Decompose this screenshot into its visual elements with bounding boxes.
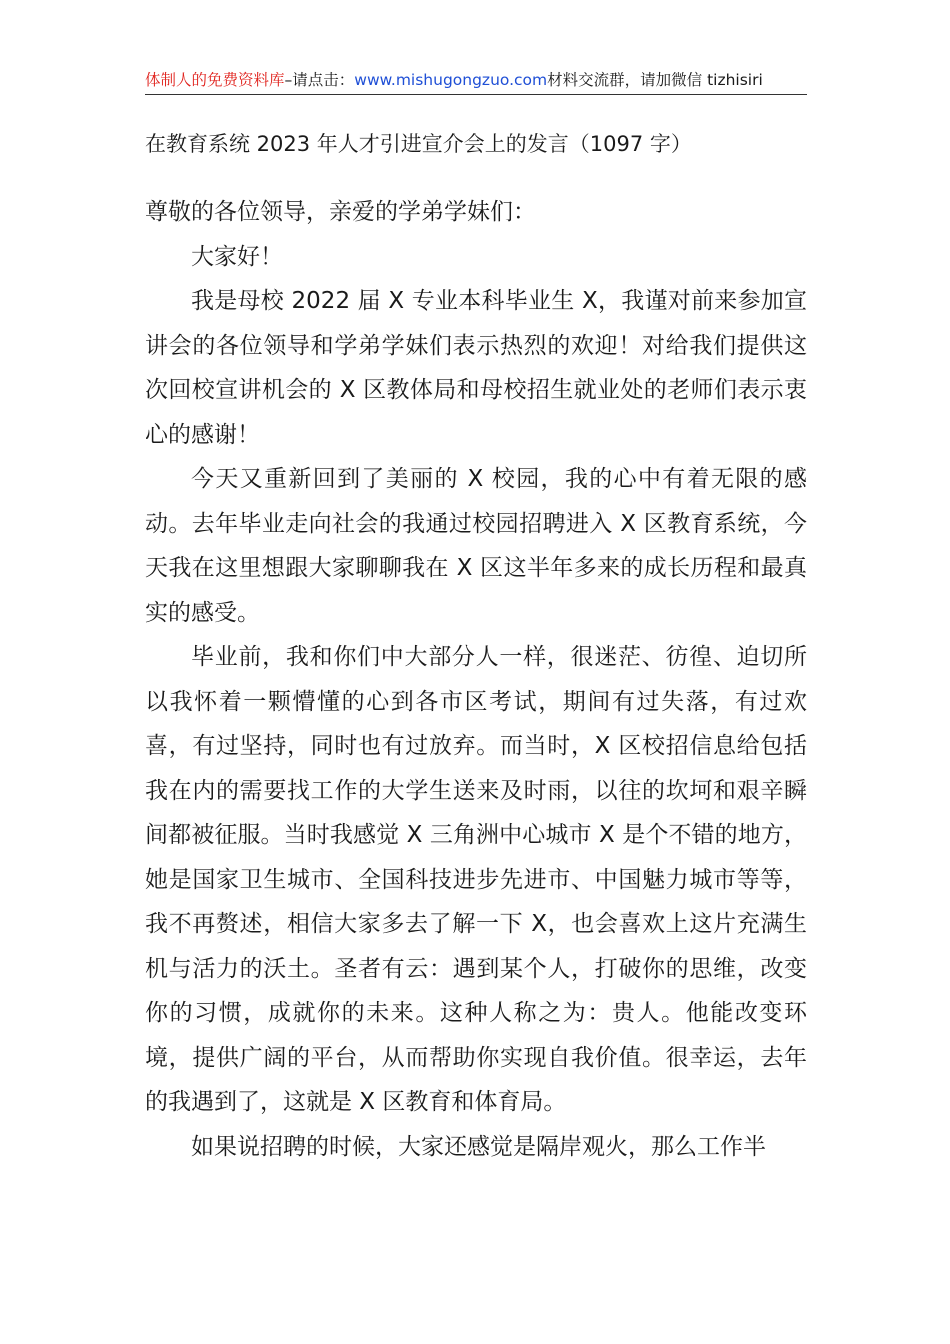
header-prompt-text: –请点击： bbox=[284, 71, 355, 89]
paragraph: 大家好！ bbox=[191, 243, 283, 270]
document-title: 在教育系统 2023 年人才引进宣介会上的发言（1097 字） bbox=[145, 132, 692, 156]
header-contact-text: 材料交流群，请加微信 tizhisiri bbox=[547, 71, 763, 89]
paragraph: 如果说招聘的时候，大家还感觉是隔岸观火，那么工作半 bbox=[191, 1133, 766, 1160]
header-divider bbox=[145, 94, 807, 95]
paragraph: 今天又重新回到了美丽的 X 校园，我的心中有着无限的感动。去年毕业走向社会的我通过校园招聘进入 X 区教育系统，今天我在这里想跟大家聊聊我在 X 区这半年多来的成长历程和最真实的感受。 bbox=[145, 466, 807, 626]
paragraph: 毕业前，我和你们中大部分人一样，很迷茫、彷徨、迫切所以我怀着一颗懵懂的心到各市区考试，期间有过失落，有过欢喜，有过坚持，同时也有过放弃。而当时，X 区校招信息给包括我在内的需要找工作的大学生送来及时雨，以往的坎坷和艰辛瞬间都被征服。当时我感觉 X 三角洲中心城市 X 是个不错的地方，她是国家卫生城市、全国科技进步先进市、中国魅力城市等等，我不再赘述，相信大家多去了解一下 X，也会喜欢上这片充满生机与活力的沃土。圣者有云：遇到某个人，打破你的思维，改变你的习惯，成就你的未来。这种人称之为：贵人。他能改变环境，提供广阔的平台，从而帮助你实现自我价值。很幸运，去年的我遇到了，这就是 X 区教育和体育局。 bbox=[145, 644, 807, 1115]
header-url-link[interactable]: www.mishugongzuo.com bbox=[354, 71, 548, 89]
document-body bbox=[145, 190, 807, 1169]
header-brand-text: 体制人的免费资料库 bbox=[145, 71, 285, 89]
salutation: 尊敬的各位领导，亲爱的学弟学妹们： bbox=[145, 199, 536, 225]
page-header bbox=[145, 68, 807, 92]
paragraph: 我是母校 2022 届 X 专业本科毕业生 X，我谨对前来参加宣讲会的各位领导和学弟学妹们表示热烈的欢迎！对给我们提供这次回校宣讲机会的 X 区教体局和母校招生就业处的老师们表示衷心的感谢！ bbox=[145, 288, 807, 448]
